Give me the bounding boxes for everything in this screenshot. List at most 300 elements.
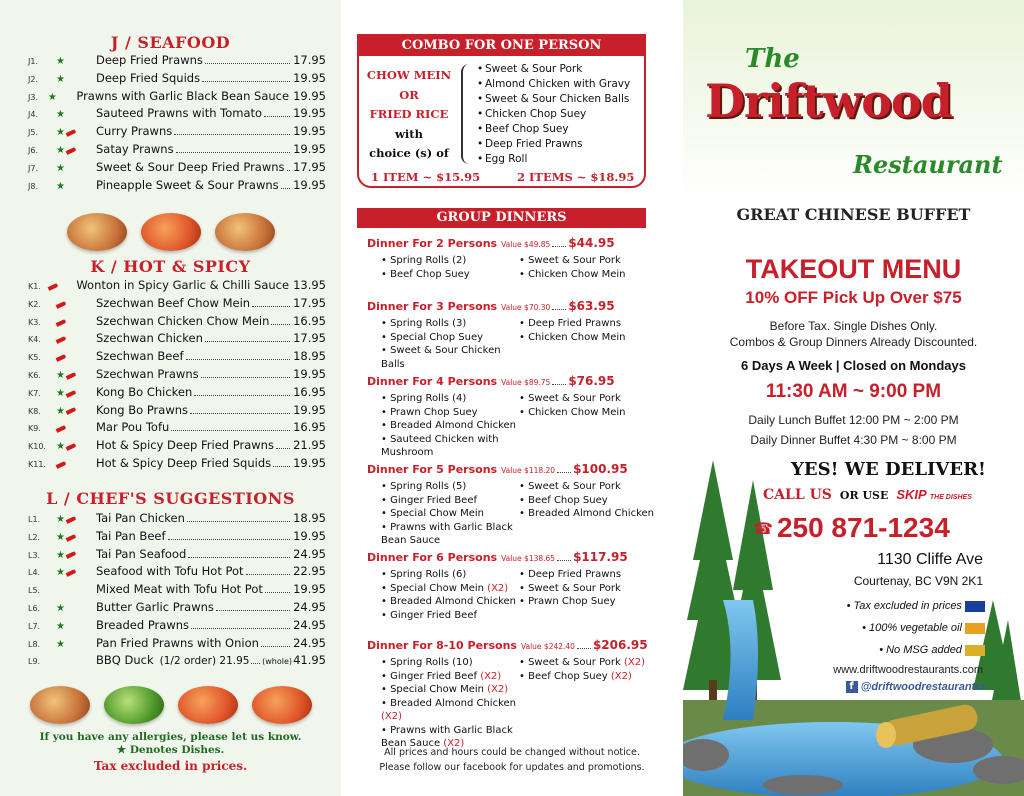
group-dinner[interactable] (367, 638, 667, 751)
dinner-item (519, 317, 659, 331)
item-name: Pineapple Sweet & Sour Prawns (96, 177, 279, 192)
website-link[interactable]: www.driftwoodrestaurants.com (833, 664, 983, 676)
leader-dots (246, 565, 290, 575)
item-number: L8. (28, 639, 41, 649)
bullet-icon: • (477, 138, 484, 150)
chili-pepper-icon (66, 534, 77, 542)
dinner-name: Dinner For 3 Persons (367, 300, 498, 313)
sweet-sour-photo (178, 686, 238, 724)
chef-list (26, 510, 326, 670)
item-name: Szechwan Chicken (96, 331, 203, 346)
item-name: Kong Bo Chicken (96, 384, 193, 399)
chili-pepper-icon (48, 283, 59, 291)
dinner-item (381, 568, 519, 582)
combo-left (359, 66, 459, 164)
bullet-icon: • (477, 153, 484, 165)
bullet-icon: • (477, 123, 484, 135)
dinner-item-text: Chicken Chow Mein (528, 406, 626, 418)
item-price: 19.95 (293, 124, 326, 139)
combo-brace (461, 64, 471, 164)
dinner-item (381, 521, 519, 548)
item-price: 19.95 (293, 582, 326, 597)
item-marks (56, 124, 96, 142)
phone-line[interactable] (753, 512, 950, 544)
dinner-item-text: Sweet & Sour Pork (528, 481, 621, 492)
item-name: Hot & Spicy Deep Fried Squids (96, 455, 272, 470)
prawn-photo (67, 213, 127, 251)
note-tax-text: • Tax excluded in prices (846, 600, 962, 612)
item-number: K7. (28, 388, 41, 398)
bullet-icon: • (477, 93, 484, 105)
menu-item[interactable] (26, 652, 326, 670)
item-marks (56, 618, 96, 636)
dinner-item (381, 331, 519, 345)
item-marks (56, 106, 96, 124)
combo-choice-text: Chicken Chop Suey (485, 108, 587, 120)
leader-dots (552, 300, 566, 310)
item-name: Tai Pan Seafood (96, 546, 187, 561)
item-marks (56, 636, 96, 654)
bullet-icon: • (477, 63, 484, 75)
dinner-name: Dinner For 6 Persons (367, 551, 498, 564)
satay-photo (141, 213, 201, 251)
noodle-photo (30, 686, 90, 724)
facebook-line[interactable] (833, 681, 985, 693)
allergy-line: If you have any allergies, please let us know. (39, 731, 302, 743)
dinner-header (367, 462, 667, 480)
menu-item[interactable] (26, 313, 326, 331)
item-name: BBQ Duck (96, 653, 154, 668)
menu-item[interactable] (26, 455, 326, 473)
dinner-item-text: Spring Rolls (4) (390, 393, 467, 404)
item-name: Mixed Meat with Tofu Hot Pot (96, 582, 263, 597)
item-price: 24.95 (293, 546, 326, 561)
menu-item[interactable] (26, 105, 326, 123)
bullet-icon: • (477, 78, 484, 90)
dinner-item-text: Sweet & Sour Pork (528, 582, 621, 594)
dinner-header (367, 638, 667, 656)
note-msg-text: • No MSG added (879, 644, 962, 656)
item-marks (56, 142, 96, 160)
combo-choice-text: Almond Chicken with Gravy (485, 78, 631, 90)
combo-choice-item[interactable] (477, 152, 630, 167)
dinner-item (519, 480, 659, 494)
item-name: Mar Pou Tofu (96, 420, 170, 435)
dinner-item-text: Deep Fried Prawns (528, 318, 622, 329)
dinner-item-text: Breaded Almond Chicken (390, 697, 517, 709)
duck-photo (252, 686, 312, 724)
dinner-item-text: Beef Chop Suey (528, 494, 608, 506)
dinner-name: Dinner For 8-10 Persons (367, 639, 517, 652)
note-oil-text: • 100% vegetable oil (862, 622, 962, 634)
quantity-x2: (X2) (483, 684, 509, 695)
combo-or: OR (399, 87, 419, 102)
dinner-item (381, 494, 519, 508)
dinner-price: $206.95 (592, 638, 648, 652)
combo-choices (477, 62, 630, 167)
item-name: Kong Bo Prawns (96, 402, 189, 417)
leader-dots (264, 107, 290, 117)
dinner-header (367, 299, 667, 317)
skip-logo[interactable] (896, 487, 972, 502)
seafood-title: J / SEAFOOD (110, 33, 231, 52)
star-legend: ★ Denotes Dishes. (116, 744, 225, 756)
dinner-price: $100.95 (573, 462, 628, 476)
star-icon: ★ (56, 73, 65, 85)
offer-note1: Before Tax. Single Dishes Only. (769, 319, 938, 333)
menu-item[interactable] (26, 159, 326, 177)
item-marks (56, 564, 96, 582)
item-name: Deep Fried Squids (96, 70, 201, 85)
item-price: 19.95 (293, 366, 326, 381)
combo-choice: choice (s) of (369, 146, 449, 160)
item-marks (56, 71, 96, 89)
item-number: L2. (28, 532, 41, 542)
leader-dots (276, 439, 290, 449)
item-name: Seafood with Tofu Hot Pot (96, 564, 244, 579)
disclaimer-line2: Please follow our facebook for updates and promotions. (379, 762, 645, 773)
dinner-item-text: Beef Chop Suey (528, 670, 608, 682)
leader-dots (271, 315, 290, 325)
star-icon: ★ (56, 602, 65, 614)
call-us: CALL US (763, 487, 832, 503)
disclaimer (341, 745, 683, 775)
open-days: 6 Days A Week | Closed on Mondays (741, 358, 966, 373)
skip-text2: THE DISHES (929, 494, 972, 501)
leader-dots (168, 530, 290, 540)
quantity-x2: (X2) (607, 670, 632, 682)
chef-title: L / CHEF'S SUGGESTIONS (46, 489, 295, 508)
item-number: J6. (28, 145, 38, 155)
star-icon: ★ (56, 549, 65, 561)
combo-two-items: 2 ITEMS ~ $18.95 (517, 170, 635, 184)
group-dinner[interactable] (367, 550, 667, 622)
star-icon: ★ (56, 567, 65, 579)
item-price: 17.95 (293, 159, 326, 174)
item-price: 16.95 (293, 420, 326, 435)
item-price: 17.95 (293, 53, 326, 67)
item-marks (48, 89, 76, 107)
facebook-icon: f (846, 681, 858, 693)
dinner-item-text: Sweet & Sour Pork (528, 657, 621, 668)
dinner-item (381, 582, 519, 596)
address-street: 1130 Cliffe Ave (877, 551, 983, 568)
dinner-item-text: Special Chow Mein (390, 582, 484, 594)
item-marks (56, 385, 96, 403)
dinner-item (381, 697, 519, 724)
menu-item[interactable] (26, 617, 326, 635)
dinner-item (381, 344, 519, 371)
item-name: Tai Pan Beef (96, 528, 166, 543)
item-name: Breaded Prawns (96, 617, 190, 632)
item-number: K10. (28, 442, 46, 452)
group-dinner[interactable] (367, 462, 667, 548)
item-name: Sweet & Sour Deep Fried Prawns (96, 159, 285, 174)
leader-dots (194, 386, 290, 396)
item-number: K11. (28, 459, 46, 469)
quantity-x2: (X2) (381, 711, 403, 722)
item-number: K8. (28, 406, 41, 416)
dinner-items (367, 656, 667, 751)
note-msg (813, 639, 985, 661)
item-number: K9. (28, 424, 41, 434)
menu-item[interactable] (26, 510, 326, 528)
item-number: L3. (28, 550, 41, 560)
item-price: 19.95 (293, 455, 326, 470)
dinner-item (519, 582, 659, 596)
facebook-handle[interactable]: @driftwoodrestaurantct (860, 681, 985, 693)
menu-item[interactable] (26, 295, 326, 313)
spicy-list (26, 277, 326, 473)
dinner-value: Value $49.85 (501, 240, 551, 249)
dinner-item (381, 595, 519, 609)
menu-item[interactable] (26, 599, 326, 617)
star-icon: ★ (56, 56, 65, 67)
menu-item[interactable] (26, 581, 326, 599)
chili-pepper-icon (66, 552, 77, 560)
leader-dots (188, 548, 290, 558)
combo-title: COMBO FOR ONE PERSON (359, 36, 644, 56)
combo-choice-text: Sweet & Sour Pork (485, 63, 583, 75)
chili-pepper-icon (56, 301, 67, 309)
menu-item[interactable] (26, 366, 326, 384)
item-name: Deep Fried Prawns (96, 53, 203, 67)
phone-icon: ☎ (753, 518, 773, 538)
item-name: Hot & Spicy Deep Fried Prawns (96, 438, 274, 453)
dinner-item-text: Prawn Chop Suey (390, 406, 478, 418)
logo-the: The (745, 44, 800, 74)
seafood-list (26, 52, 326, 194)
item-marks (56, 511, 96, 529)
combo-one-item: 1 ITEM ~ $15.95 (371, 170, 481, 184)
leader-dots (552, 237, 566, 247)
item-marks (56, 529, 96, 547)
dinner-price: $44.95 (568, 236, 615, 250)
dinner-item (519, 507, 659, 521)
item-price: 19.95 (293, 70, 326, 85)
item-name: Pan Fried Prawns with Onion (96, 635, 259, 650)
dinner-item (381, 609, 519, 623)
dinner-item (519, 595, 659, 609)
dinner-name: Dinner For 4 Persons (367, 375, 498, 388)
item-marks (56, 53, 96, 71)
item-number: K1. (28, 282, 41, 291)
dinner-item-text: Prawns with Garlic Black Bean Sauce (381, 724, 513, 749)
dinner-price: $117.95 (573, 550, 628, 564)
dinner-item-text: Spring Rolls (5) (390, 481, 467, 492)
item-number: J3. (28, 92, 38, 102)
menu-item[interactable] (26, 563, 326, 581)
call-line (763, 487, 1024, 503)
group-dinner[interactable] (367, 236, 667, 281)
chili-pepper-icon (66, 516, 77, 524)
group-dinner[interactable] (367, 374, 667, 460)
phone-number[interactable]: 250 871-1234 (776, 512, 950, 543)
item-marks (56, 321, 96, 325)
item-number: J2. (28, 74, 38, 84)
menu-item[interactable] (26, 348, 326, 366)
dinner-item (519, 254, 659, 268)
item-number: J8. (28, 181, 38, 191)
duck-whole-label: (whole) (262, 657, 292, 667)
item-name: Tai Pan Chicken (96, 511, 185, 525)
dinner-value: Value $89.75 (501, 378, 551, 387)
combo-choice-item[interactable] (477, 92, 630, 107)
item-number: L4. (28, 568, 41, 578)
star-icon: ★ (56, 531, 65, 543)
group-dinner[interactable] (367, 299, 667, 371)
leader-dots (174, 125, 290, 135)
dinner-item-text: Prawn Chop Suey (528, 596, 616, 607)
item-marks (56, 547, 96, 565)
item-number: K6. (28, 370, 41, 380)
menu-item[interactable] (26, 384, 326, 402)
dinner-item (381, 254, 519, 268)
combo-choice-item[interactable] (477, 77, 630, 92)
chili-pepper-icon (66, 443, 77, 451)
dinner-item (381, 392, 519, 406)
combo-fried-rice: FRIED RICE (369, 107, 449, 121)
item-price: 17.95 (293, 295, 326, 310)
notes-list (813, 595, 985, 661)
item-marks (56, 160, 96, 178)
note-oil (813, 617, 985, 639)
menu-item[interactable] (26, 177, 326, 195)
combo-choice-item[interactable] (477, 137, 630, 152)
tagline: GREAT CHINESE BUFFET (736, 205, 971, 224)
star-icon: ★ (56, 162, 65, 174)
item-number: L9. (28, 657, 41, 667)
star-icon: ★ (56, 620, 65, 632)
menu-item[interactable] (26, 141, 326, 159)
menu-item[interactable] (26, 437, 326, 455)
dinner-item-text: Sweet & Sour Chicken Balls (381, 345, 501, 370)
item-price: 19.95 (293, 402, 326, 417)
dinner-item-text: Spring Rolls (2) (390, 255, 467, 266)
item-number: L6. (28, 603, 41, 613)
visa-icon (965, 601, 985, 612)
spicy-title: K / HOT & SPICY (90, 257, 251, 276)
combo-choice-item[interactable] (477, 122, 630, 137)
dinner-item (381, 683, 519, 697)
star-icon: ★ (56, 369, 65, 381)
logo-restaurant: Restaurant (853, 150, 1003, 179)
leader-dots (281, 179, 290, 189)
left-panel (0, 0, 341, 796)
item-name: Szechwan Beef Chow Mein (96, 295, 251, 310)
dinner-item (381, 507, 519, 521)
dinner-header (367, 236, 667, 254)
amex-icon (965, 645, 985, 656)
item-number: K4. (28, 335, 41, 345)
menu-item[interactable] (26, 70, 326, 88)
item-number: K5. (28, 353, 41, 363)
dinner-item-text: Prawns with Garlic Black Bean Sauce (381, 521, 513, 546)
menu-item[interactable] (26, 330, 326, 348)
menu-item[interactable] (26, 419, 326, 437)
menu-item[interactable] (26, 402, 326, 420)
allergy-note (0, 731, 341, 773)
item-marks (56, 356, 96, 360)
item-name: Wonton in Spicy Garlic & Chilli Sauce (76, 278, 290, 292)
menu-item[interactable] (26, 528, 326, 546)
address-city: Courtenay, BC V9N 2K1 (853, 574, 983, 588)
combo-choice-item[interactable] (477, 107, 630, 122)
dinner-items (367, 254, 667, 281)
or-use: OR USE (839, 489, 889, 502)
menu-item[interactable] (26, 52, 326, 70)
dinner-item (381, 656, 519, 670)
menu-item[interactable] (26, 546, 326, 564)
leader-dots (577, 639, 591, 649)
item-name: Satay Prawns (96, 141, 174, 156)
dinner-item (381, 670, 519, 684)
leader-dots (252, 297, 290, 307)
item-price: 17.95 (293, 331, 326, 346)
dinner-items (367, 480, 667, 548)
dinner-price: $63.95 (568, 299, 615, 313)
dinner-item-text: Special Chow Mein (390, 508, 484, 519)
star-icon: ★ (56, 514, 65, 525)
we-deliver: YES! WE DELIVER! (791, 459, 986, 480)
combo-choice-text: Deep Fried Prawns (485, 138, 583, 150)
takeout-offer: 10% OFF Pick Up Over $75 (745, 288, 962, 307)
combo-choice-item[interactable] (477, 62, 630, 77)
item-price: 41.95 (293, 653, 326, 668)
dinner-item (381, 268, 519, 282)
tax-note-left: Tax excluded in prices. (93, 759, 248, 773)
dinner-items (367, 568, 667, 622)
menu-item[interactable] (26, 277, 326, 295)
item-marks (56, 438, 96, 456)
group-title: GROUP DINNERS (357, 208, 646, 228)
menu-item[interactable] (26, 88, 326, 106)
veg-photo (104, 686, 164, 724)
star-icon: ★ (56, 441, 65, 453)
item-name: Sauteed Prawns with Tomato (96, 106, 263, 121)
item-price: 19.95 (293, 141, 326, 156)
skip-text: SKIP (896, 487, 927, 502)
leader-dots (557, 551, 571, 561)
quantity-x2: (X2) (440, 738, 465, 749)
star-icon: ★ (56, 387, 65, 399)
chili-pepper-icon (56, 354, 67, 362)
item-price: 16.95 (293, 384, 326, 399)
item-marks (56, 303, 96, 307)
dinner-item (519, 568, 659, 582)
dinner-item-text: Special Chop Suey (390, 331, 484, 343)
star-icon: ★ (56, 638, 65, 650)
chili-pepper-icon (56, 336, 67, 344)
item-number: L1. (28, 515, 41, 524)
dinner-item-text: Spring Rolls (6) (390, 569, 467, 580)
item-marks (56, 463, 96, 467)
dinner-value: Value $118.20 (501, 466, 556, 475)
leader-dots (171, 421, 290, 431)
dinner-buffet: Daily Dinner Buffet 4:30 PM ~ 8:00 PM (750, 433, 957, 447)
offer-notes (683, 318, 1024, 350)
leader-dots (552, 375, 566, 385)
item-number: J7. (28, 163, 38, 173)
menu-item[interactable] (26, 635, 326, 653)
star-icon: ★ (56, 144, 65, 156)
item-number: J4. (28, 110, 38, 120)
item-name: Curry Prawns (96, 124, 173, 139)
dinner-item-text: Sweet & Sour Pork (528, 255, 621, 266)
chili-pepper-icon (66, 129, 77, 137)
menu-item[interactable] (26, 123, 326, 141)
item-price: 24.95 (293, 599, 326, 614)
